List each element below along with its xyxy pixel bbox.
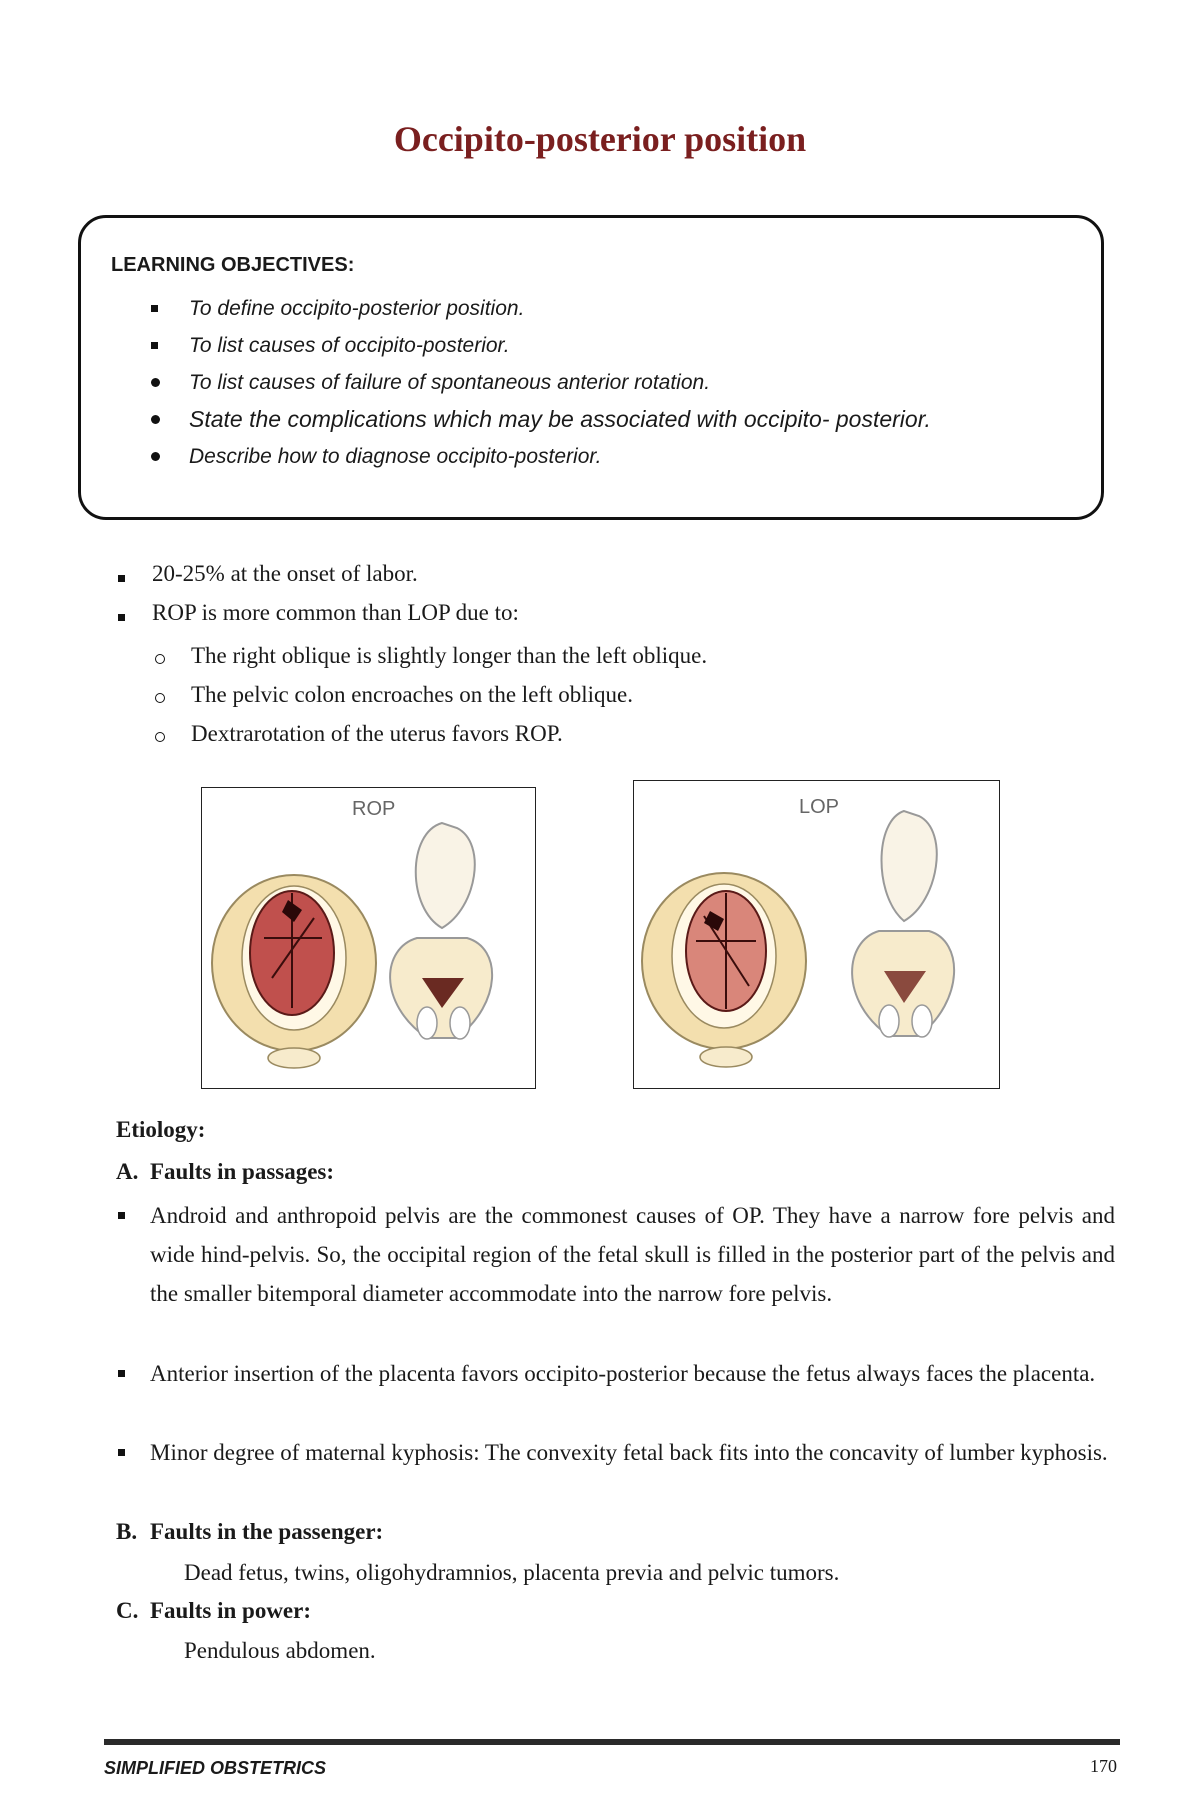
intro-bullet: 20-25% at the onset of labor. — [152, 561, 418, 586]
section-a-letter: A. — [116, 1159, 139, 1184]
circle-bullet-icon — [155, 732, 165, 742]
round-bullet-icon — [151, 415, 160, 424]
etiology-a-item: Android and anthropoid pelvis are the commonest causes of OP. They have a narrow fore pelvis and wide hind-pelvis. So, the occipital region of the fetal skull is filled in the posterior part of the pelvis and the smaller bitemporal diameter accommodate into the narrow fore pelvis. — [150, 1203, 1115, 1306]
lop-figure — [633, 780, 1000, 1089]
learning-objectives-box — [78, 215, 1104, 520]
rop-figure — [201, 787, 536, 1089]
lop-label: LOP — [799, 796, 840, 818]
rop-label: ROP — [352, 798, 396, 820]
lop-pelvis-illustration — [634, 781, 999, 1088]
page-number: 170 — [1090, 1756, 1117, 1776]
objectives-list — [81, 290, 931, 475]
round-bullet-icon — [151, 452, 160, 461]
intro-sub-bullet: The pelvic colon encroaches on the left oblique. — [191, 682, 633, 707]
section-b-heading: Faults in the passenger: — [150, 1519, 384, 1544]
square-bullet-icon — [118, 575, 125, 582]
etiology-a-item: Anterior insertion of the placenta favors occipito-posterior because the fetus always faces the placenta. — [150, 1361, 1096, 1386]
square-bullet-icon — [118, 1212, 125, 1219]
circle-bullet-icon — [155, 654, 165, 664]
footer-rule — [104, 1739, 1120, 1745]
circle-bullet-icon — [155, 693, 165, 703]
intro-bullet: ROP is more common than LOP due to: — [152, 600, 519, 625]
intro-sub-bullet: The right oblique is slightly longer than the left oblique. — [191, 643, 708, 668]
section-b-letter: B. — [116, 1519, 138, 1544]
objective-item: To define occipito-posterior position. — [81, 290, 931, 327]
square-bullet-icon — [118, 614, 125, 621]
footer-book-title: SIMPLIFIED OBSTETRICS — [104, 1758, 327, 1778]
section-c-text: Pendulous abdomen. — [184, 1638, 376, 1663]
etiology-a-item: Minor degree of maternal kyphosis: The convexity fetal back fits into the concavity of lumber kyphosis. — [150, 1440, 1108, 1465]
square-bullet-icon — [118, 1370, 125, 1377]
objectives-heading: LEARNING OBJECTIVES: — [111, 254, 355, 276]
square-bullet-icon — [151, 342, 158, 349]
section-c-letter: C. — [116, 1598, 139, 1623]
objective-item: Describe how to diagnose occipito-posterior. — [81, 438, 931, 475]
round-bullet-icon — [151, 378, 160, 387]
rop-pelvis-illustration — [202, 788, 535, 1088]
intro-sub-bullet: Dextrarotation of the uterus favors ROP. — [191, 721, 563, 746]
square-bullet-icon — [151, 305, 158, 312]
objective-item: To list causes of occipito-posterior. — [81, 327, 931, 364]
section-b-text: Dead fetus, twins, oligohydramnios, placenta previa and pelvic tumors. — [184, 1560, 840, 1585]
square-bullet-icon — [118, 1449, 125, 1456]
objective-item: State the complications which may be associated with occipito- posterior. — [81, 401, 931, 438]
objective-item: To list causes of failure of spontaneous anterior rotation. — [81, 364, 931, 401]
etiology-heading: Etiology: — [116, 1117, 206, 1142]
section-a-heading: Faults in passages: — [150, 1159, 335, 1184]
page-title: Occipito-posterior position — [393, 119, 807, 159]
section-c-heading: Faults in power: — [150, 1598, 311, 1623]
